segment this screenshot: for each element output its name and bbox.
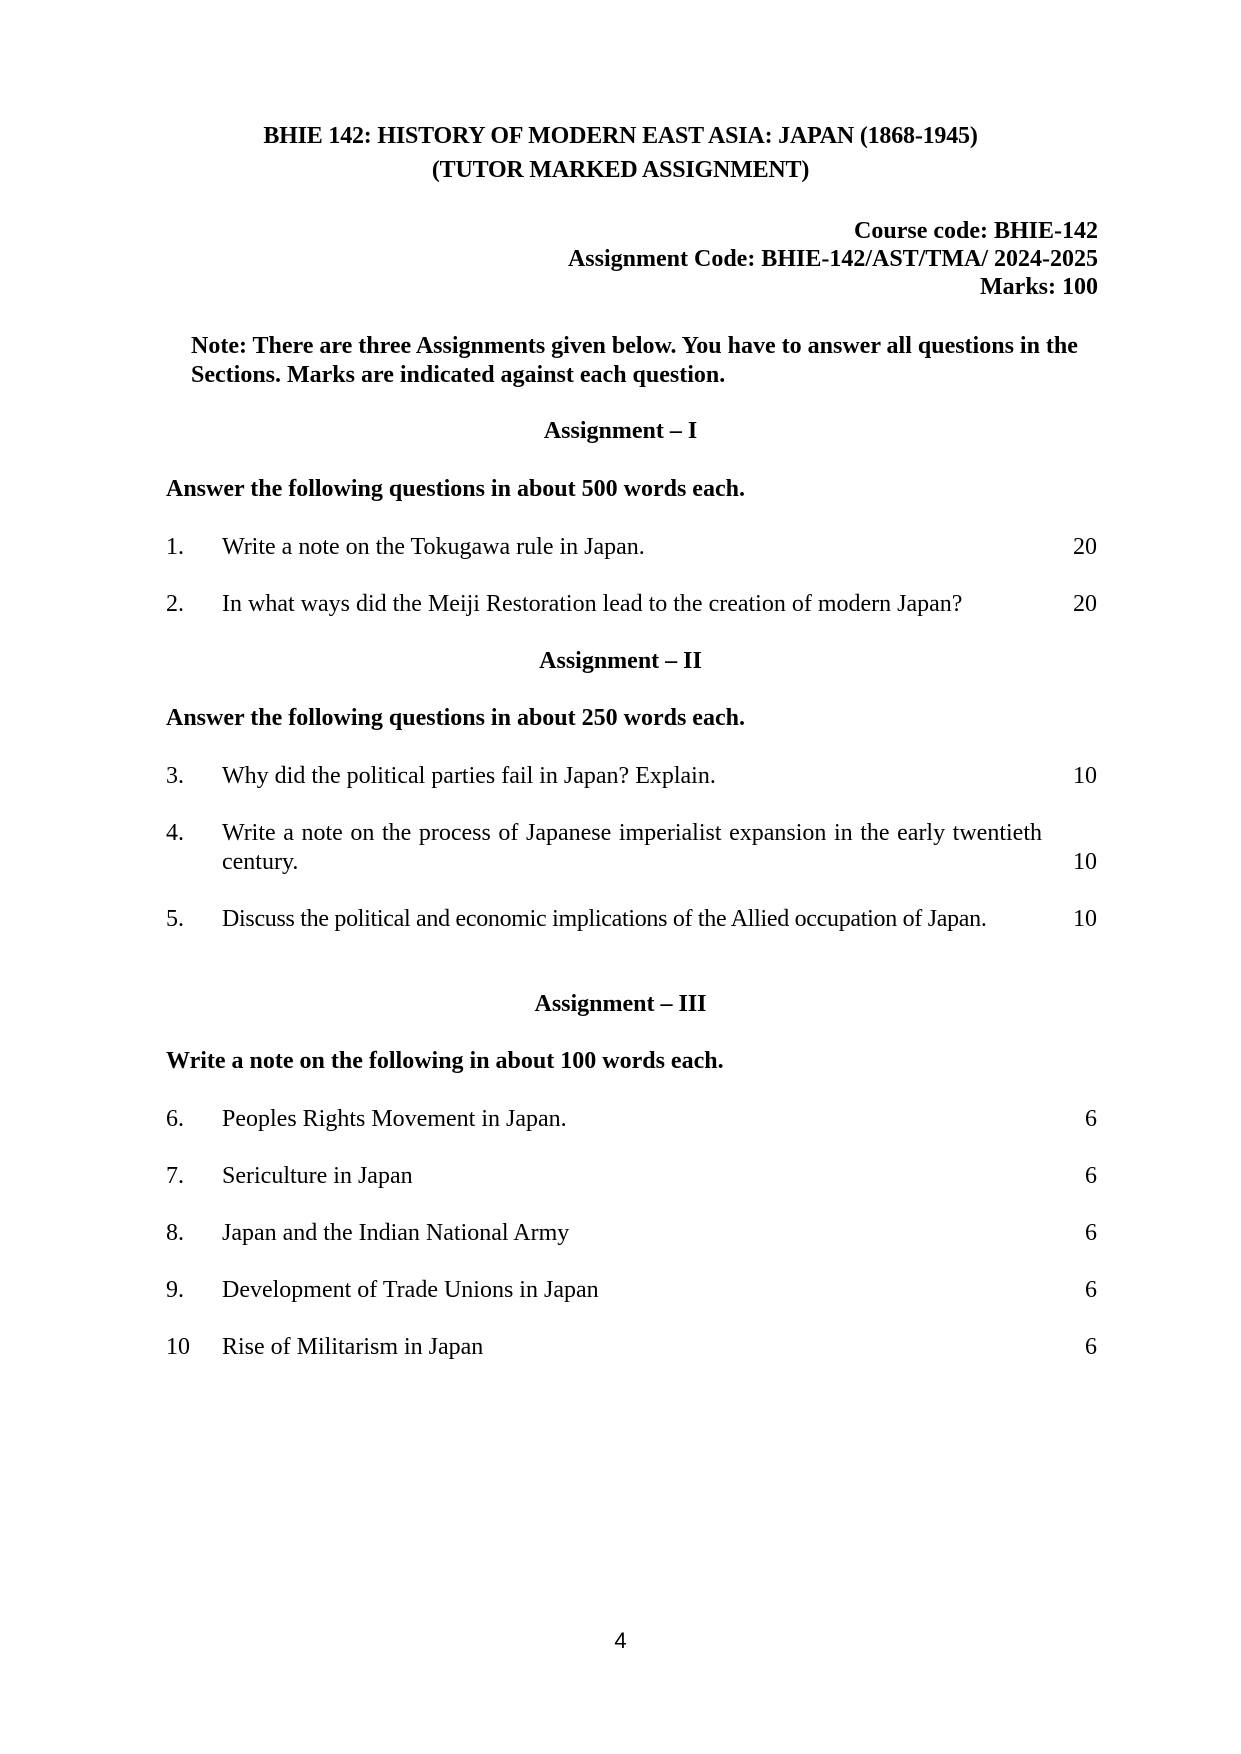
question-number: 7. [166, 1163, 184, 1189]
question-marks: 6 [1085, 1106, 1097, 1132]
question-text: Japan and the Indian National Army [222, 1220, 570, 1246]
page-number: 4 [614, 1628, 627, 1653]
question-number: 3. [166, 763, 184, 789]
question-text: Rise of Militarism in Japan [222, 1334, 484, 1360]
section-heading-1: Assignment – I [543, 418, 698, 444]
question-number: 9. [166, 1277, 184, 1303]
section-instruction-1: Answer the following questions in about 500 words each. [166, 476, 745, 502]
course-subtitle: (TUTOR MARKED ASSIGNMENT) [431, 157, 810, 183]
question-number: 8. [166, 1220, 184, 1246]
question-marks: 10 [1073, 906, 1097, 932]
section-heading-3: Assignment – III [534, 991, 707, 1017]
question-number: 2. [166, 591, 184, 617]
total-marks: Marks: 100 [980, 274, 1098, 300]
assignment-code: Assignment Code: BHIE-142/AST/TMA/ 2024-2025 [567, 246, 1098, 272]
question-marks: 6 [1085, 1334, 1097, 1360]
section-instruction-3: Write a note on the following in about 100 words each. [166, 1048, 724, 1074]
question-marks: 10 [1073, 849, 1097, 875]
question-text: Write a note on the process of Japanese imperialist expansion in the early twentieth century. [222, 820, 1042, 875]
instructions-note: Note: There are three Assignments given below. You have to answer all questions in the Sections. Marks are indicated against each question. [191, 333, 1078, 388]
question-item [166, 819, 1097, 877]
course-code: Course code: BHIE-142 [854, 218, 1098, 244]
question-marks: 20 [1073, 591, 1097, 617]
question-marks: 20 [1073, 534, 1097, 560]
question-number: 10 [166, 1334, 190, 1360]
question-number: 1. [166, 534, 184, 560]
question-marks: 6 [1085, 1220, 1097, 1246]
question-text: Development of Trade Unions in Japan [222, 1277, 599, 1303]
question-text: Write a note on the Tokugawa rule in Japan. [222, 534, 645, 560]
question-marks: 6 [1085, 1277, 1097, 1303]
question-number: 4. [166, 820, 184, 846]
course-title: BHIE 142: HISTORY OF MODERN EAST ASIA: JAPAN (1868-1945) [263, 123, 978, 149]
question-marks: 10 [1073, 763, 1097, 789]
question-number: 6. [166, 1106, 184, 1132]
question-number: 5. [166, 906, 184, 932]
question-text: Discuss the political and economic implications of the Allied occupation of Japan. [222, 906, 987, 932]
section-instruction-2: Answer the following questions in about 250 words each. [166, 705, 745, 731]
question-marks: 6 [1085, 1163, 1097, 1189]
question-text: Why did the political parties fail in Japan? Explain. [222, 763, 716, 789]
section-heading-2: Assignment – II [539, 648, 702, 674]
question-text: In what ways did the Meiji Restoration lead to the creation of modern Japan? [222, 591, 963, 617]
question-text: Peoples Rights Movement in Japan. [222, 1106, 567, 1132]
question-text: Sericulture in Japan [222, 1163, 413, 1189]
